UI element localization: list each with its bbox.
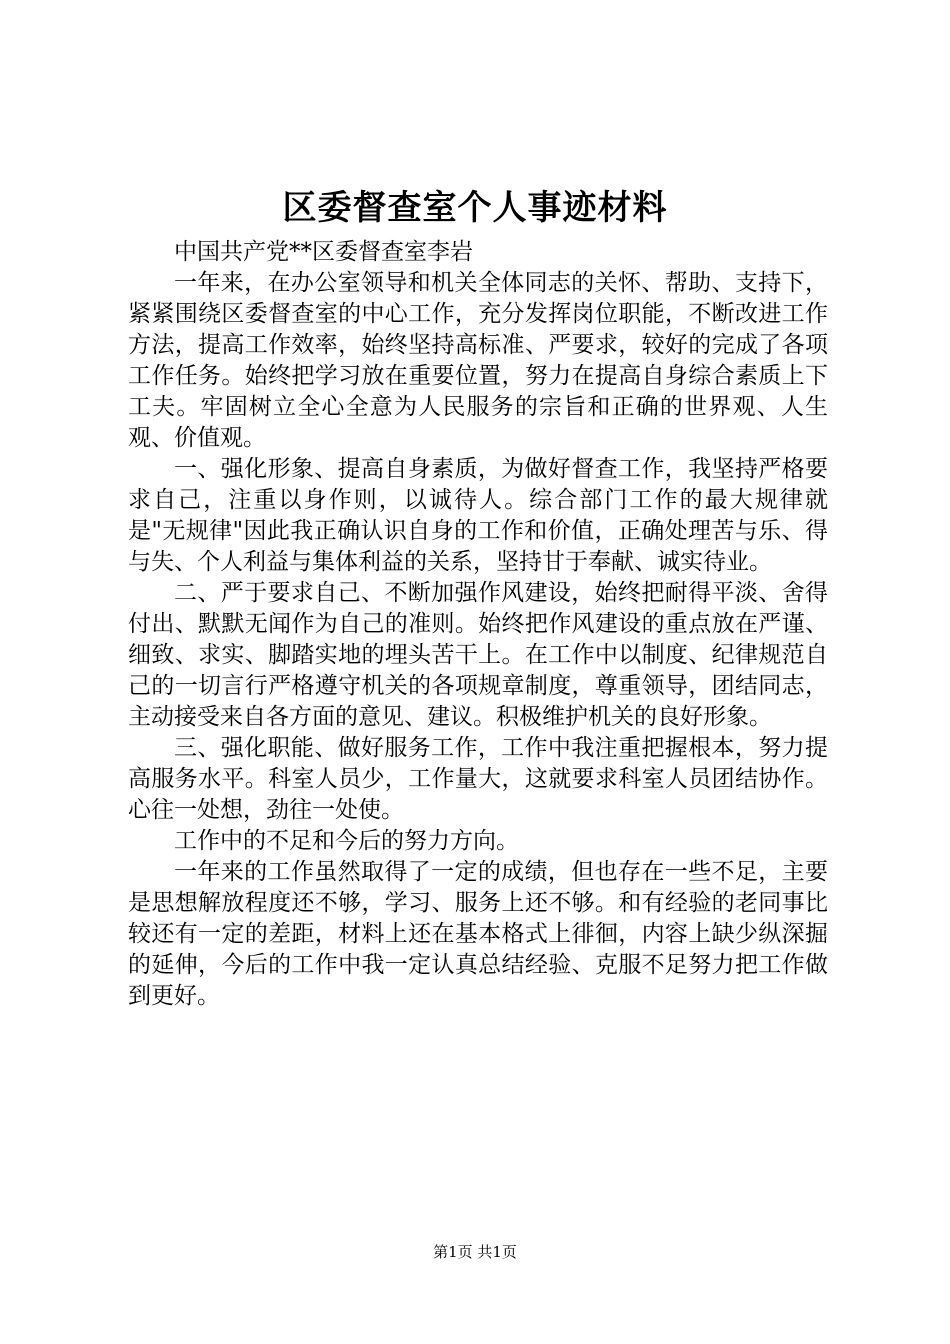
- paragraph-section-2: 二、严于要求自己、不断加强作风建设，始终把耐得平淡、舍得付出、默默无闻作为自己的准则。始终把作风建设的重点放在严谨、细致、求实、脚踏实地的埋头苦干上。在工作中以制度、纪律规范自己的一切言行严格遵守机关的各项规章制度，尊重领导，团结同志，主动接受来自各方面的意见、建议。积极维护机关的良好形象。: [128, 580, 828, 730]
- document-title: 区委督查室个人事迹材料: [282, 188, 668, 228]
- document-body: [128, 237, 828, 1012]
- author-line: 中国共产党**区委督查室李岩: [174, 239, 473, 265]
- paragraph-shortcomings-heading: 工作中的不足和今后的努力方向。: [174, 828, 519, 854]
- paragraph-section-1: 一、强化形象、提高自身素质，为做好督查工作，我坚持严格要求自己，注重以身作则，以诚待人。综合部门工作的最大规律就是"无规律"因此我正确认识自身的工作和价值，正确处理苦与乐、得与失、个人利益与集体利益的关系，坚持甘于奉献、诚实待业。: [128, 456, 828, 575]
- paragraph-shortcomings: 一年来的工作虽然取得了一定的成绩，但也存在一些不足，主要是思想解放程度还不够，学习、服务上还不够。和有经验的老同事比较还有一定的差距，材料上还在基本格式上徘徊，内容上缺少纵深掘的延伸，今后的工作中我一定认真总结经验、克服不足努力把工作做到更好。: [128, 859, 828, 1009]
- paragraph-intro: 一年来，在办公室领导和机关全体同志的关怀、帮助、支持下，紧紧围绕区委督查室的中心工作，充分发挥岗位职能，不断改进工作方法，提高工作效率，始终坚持高标准、严要求，较好的完成了各项工作任务。始终把学习放在重要位置，努力在提高自身综合素质上下工夫。牢固树立全心全意为人民服务的宗旨和正确的世界观、人生观、价值观。: [128, 270, 828, 451]
- page-number-footer: 第1页 共1页: [433, 1243, 517, 1261]
- paragraph-section-3: 三、强化职能、做好服务工作，工作中我注重把握根本，努力提高服务水平。科室人员少，工作量大，这就要求科室人员团结协作。心往一处想，劲往一处使。: [128, 735, 828, 823]
